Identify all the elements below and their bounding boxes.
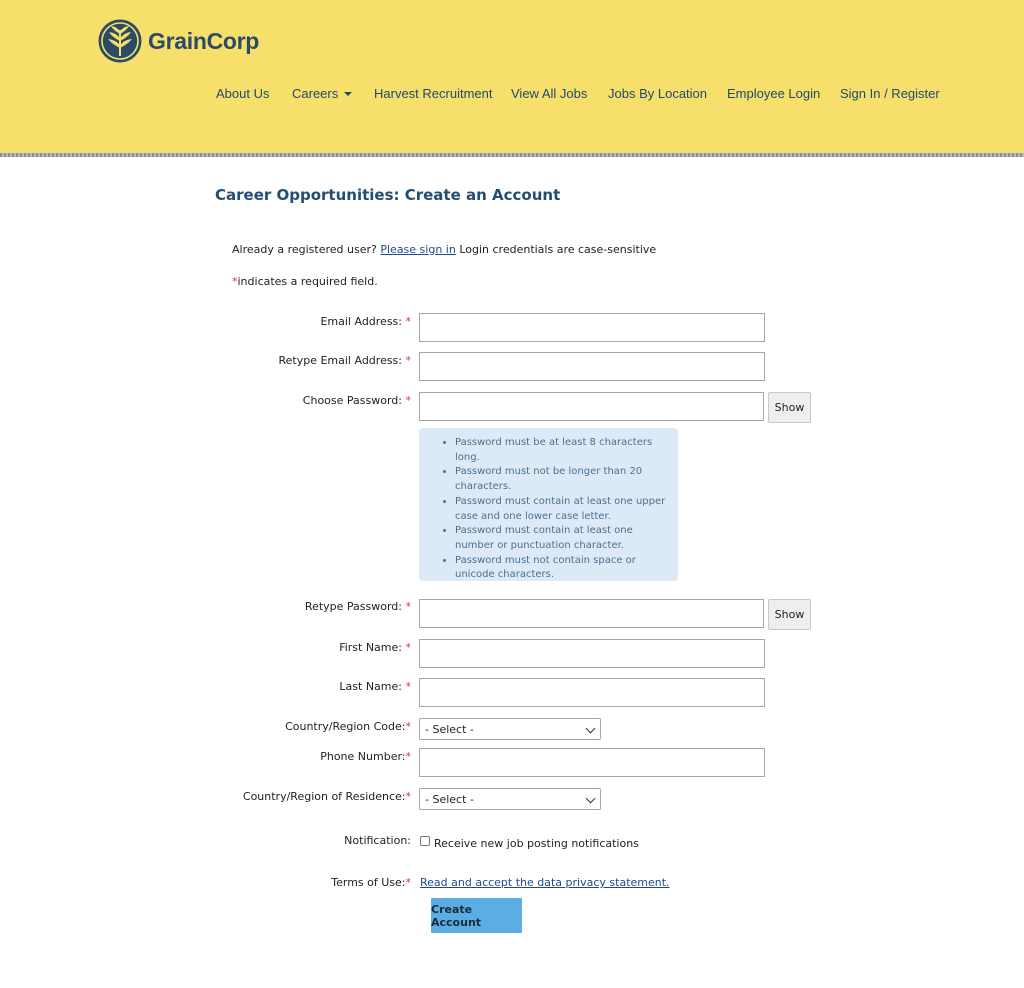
password-label xyxy=(303,394,411,407)
phone-label xyxy=(320,750,411,763)
retype-email-label xyxy=(278,354,411,367)
required-star: * xyxy=(405,680,411,693)
required-star: * xyxy=(405,354,411,367)
password-rules-list xyxy=(437,436,672,583)
first-name-label-text: First Name: xyxy=(339,641,402,654)
password-rule: • Password must not contain space or unicode characters. xyxy=(455,554,672,583)
first-name-label xyxy=(339,641,411,654)
required-star: * xyxy=(405,790,411,803)
show-password-button[interactable]: Show xyxy=(768,392,811,423)
header-divider xyxy=(0,153,1024,157)
nav-view-all-jobs[interactable]: View All Jobs xyxy=(511,86,588,101)
required-note xyxy=(232,275,378,288)
required-star: * xyxy=(405,750,411,763)
phone-field[interactable] xyxy=(419,748,765,777)
required-star: * xyxy=(405,641,411,654)
chevron-down-icon xyxy=(586,794,596,804)
email-label xyxy=(320,315,411,328)
residence-label-text: Country/Region of Residence: xyxy=(242,790,406,803)
email-field[interactable] xyxy=(419,313,765,342)
retype-password-label-text: Retype Password: xyxy=(304,600,402,613)
email-label-text: Email Address: xyxy=(320,315,402,328)
required-star: * xyxy=(405,394,411,407)
privacy-statement-link[interactable]: Read and accept the data privacy statement. xyxy=(420,876,670,889)
password-field[interactable] xyxy=(419,392,764,421)
show-retype-password-button[interactable]: Show xyxy=(768,599,811,630)
nav-sign-in-register[interactable]: Sign In / Register xyxy=(840,86,940,101)
nav-employee-login[interactable]: Employee Login xyxy=(727,86,821,101)
password-rule: • Password must not be longer than 20 characters. xyxy=(455,465,672,494)
nav-careers-label: Careers xyxy=(292,86,339,101)
password-rule: • Password must be at least 8 characters long. xyxy=(455,436,672,465)
password-label-text: Choose Password: xyxy=(302,394,402,407)
last-name-label xyxy=(339,680,411,693)
residence-select[interactable] xyxy=(419,788,601,810)
password-rule: • Password must contain at least one upper case and one lower case letter. xyxy=(455,495,672,524)
nav-jobs-by-location[interactable]: Jobs By Location xyxy=(608,86,708,101)
retype-email-field[interactable] xyxy=(419,352,765,381)
password-rule: • Password must contain at least one number or punctuation character. xyxy=(455,524,672,553)
nav-harvest-recruitment[interactable]: Harvest Recruitment xyxy=(374,86,493,101)
page-title: Career Opportunities: Create an Account xyxy=(215,186,561,204)
please-sign-in-link[interactable]: Please sign in xyxy=(380,243,456,256)
required-star: * xyxy=(405,315,411,328)
password-rules-box xyxy=(419,428,678,581)
required-star: * xyxy=(232,275,238,288)
graincorp-logo[interactable] xyxy=(97,18,259,64)
required-note-text: indicates a required field. xyxy=(237,275,378,288)
signin-suffix: Login credentials are case-sensitive xyxy=(459,243,657,256)
required-star: * xyxy=(405,876,411,889)
wheat-emblem-icon xyxy=(97,18,143,64)
terms-label xyxy=(331,876,411,889)
retype-password-field[interactable] xyxy=(419,599,764,628)
caret-down-icon xyxy=(344,92,352,96)
last-name-label-text: Last Name: xyxy=(339,680,402,693)
nav-careers[interactable] xyxy=(292,86,352,101)
first-name-field[interactable] xyxy=(419,639,765,668)
nav-about-us[interactable]: About Us xyxy=(216,86,270,101)
required-star: * xyxy=(405,720,411,733)
notification-checkbox[interactable] xyxy=(420,836,430,846)
country-code-value: - Select - xyxy=(425,722,474,736)
brand-name: GrainCorp xyxy=(148,27,260,54)
signin-prompt xyxy=(232,243,656,256)
chevron-down-icon xyxy=(586,724,596,734)
retype-password-label xyxy=(305,600,411,613)
phone-label-text: Phone Number: xyxy=(320,750,406,763)
required-star: * xyxy=(405,600,411,613)
signin-prefix: Already a registered user? xyxy=(232,243,377,256)
create-account-button[interactable]: Create Account xyxy=(431,898,522,933)
last-name-field[interactable] xyxy=(419,678,765,707)
terms-label-text: Terms of Use: xyxy=(331,876,406,889)
country-code-label-text: Country/Region Code: xyxy=(285,720,406,733)
residence-value: - Select - xyxy=(425,792,474,806)
retype-email-label-text: Retype Email Address: xyxy=(278,354,402,367)
country-code-select[interactable] xyxy=(419,718,601,740)
notification-label: Notification: xyxy=(344,834,411,847)
residence-label xyxy=(243,790,411,803)
notification-text[interactable]: Receive new job posting notifications xyxy=(434,837,639,850)
country-code-label xyxy=(285,720,411,733)
